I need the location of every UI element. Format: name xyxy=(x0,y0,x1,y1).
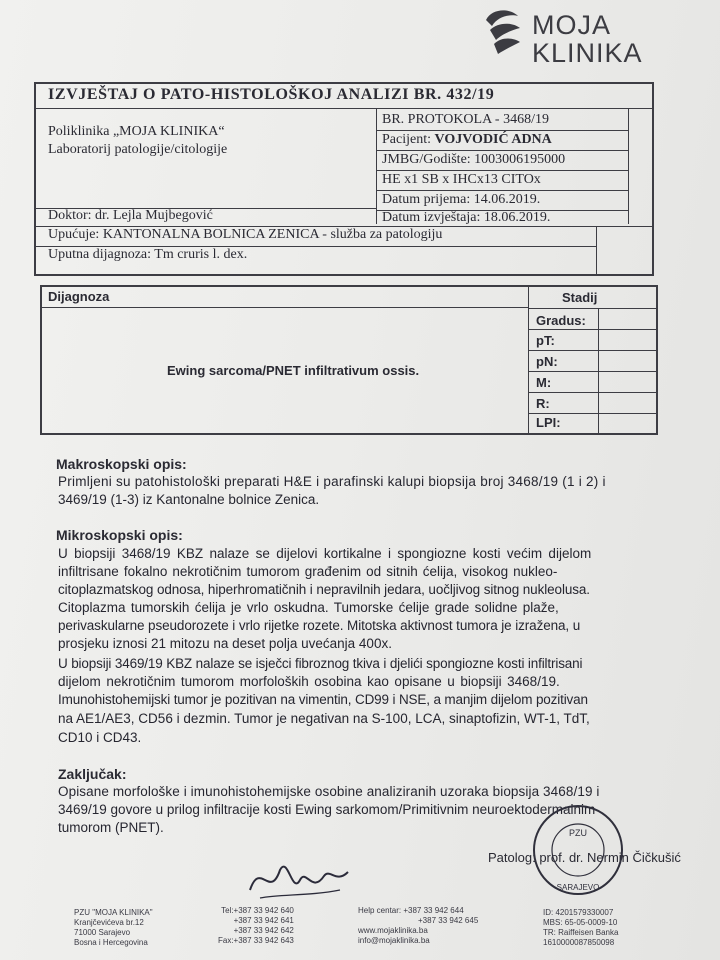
micro-line: U biopsiji 3469/19 KBZ nalaze se isječci fibroznog tkiva i djelići spongiozne kosti infiltrisani xyxy=(58,656,583,671)
protocol-number: BR. PROTOKOLA - 3468/19 xyxy=(382,112,549,127)
footer-help-line: Help centar: +387 33 942 644 xyxy=(358,906,464,915)
footer-help xyxy=(358,906,478,946)
stamp-bottom-text: SARAJEVO xyxy=(556,883,600,892)
macro-line: Primljeni su patohistološki preparati H&E i parafinski kalupi biopsija broj 3468/19 (1 i 2) i xyxy=(58,474,606,489)
lpi-label: LPI: xyxy=(536,415,561,430)
footer-company-line: Kranjčevićeva br.12 xyxy=(74,918,144,927)
micro-line: U biopsiji 3468/19 KBZ nalaze se dijelovi kortikalne i spongiozne kosti većim dijelom xyxy=(58,546,592,561)
report-title: IZVJEŠTAJ O PATO-HISTOLOŠKOJ ANALIZI BR. 432/19 xyxy=(48,86,495,103)
conclusion-line: 3469/19 govore u prilog infiltracije kosti Ewing sarkomom/Primitivnim neuroektodermalnim xyxy=(58,802,596,817)
pt-label: pT: xyxy=(536,333,555,348)
conclusion-line: tumorom (PNET). xyxy=(58,820,164,835)
conclusion-line: Opisane morfološke i imunohistohemijske osobine analiziranih uzoraka biopsija 3468/19 i xyxy=(58,784,600,799)
footer-phone-line: +387 33 942 641 xyxy=(233,916,294,925)
clinic-stamp xyxy=(530,802,626,898)
footer-help-line: +387 33 942 645 xyxy=(418,916,479,925)
footer-company xyxy=(74,908,153,948)
clinic-logo xyxy=(482,4,672,70)
pathologist-signature: Patolog: prof. dr. Nermin Čičkušić xyxy=(488,850,681,865)
micro-line: citoplazmatskog odnosa, hiperhromatičnih i nepravilnih jedara, uočljivog sitnog nukleolusa. xyxy=(58,582,590,597)
diagnosis-label: Dijagnoza xyxy=(48,289,110,304)
footer-id-line: TR: Raiffeisen Banka xyxy=(543,928,619,937)
footer-id-line: 1610000087850098 xyxy=(543,938,615,947)
report-header-table xyxy=(34,82,654,276)
micro-line: CD10 i CD43. xyxy=(58,730,142,745)
footer-company-line: Bosna i Hercegovina xyxy=(74,938,148,947)
footer-id-line: MBS: 65-05-0009-10 xyxy=(543,918,618,927)
micro-line: na AE1/AE3, CD56 i dezmin. Tumor je negativan na S-100, LCA, sinaptofizin, WT-1, TdT, xyxy=(58,711,590,726)
stage-label: Stadij xyxy=(562,290,598,305)
micro-line: perivaskularne pseudorozete i vrlo rijetke rozete. Mitotska aktivnost tumora je izražena, u xyxy=(58,618,581,633)
patient-row xyxy=(382,132,552,148)
patient-label: Pacijent: xyxy=(382,132,431,147)
footer-phone-line: Fax:+387 33 942 643 xyxy=(218,936,294,945)
footer-ids xyxy=(543,908,618,948)
stains: HE x1 SB x IHCx13 CITOx xyxy=(382,172,541,187)
footer-phone-line: +387 33 942 642 xyxy=(233,926,294,935)
referral-diagnosis: Uputna dijagnoza: Tm cruris l. dex. xyxy=(48,247,248,262)
footer-id-line: ID: 4201579330007 xyxy=(543,908,614,917)
micro-line: infiltrisane fokalno nekrotičnim tumorom građenim od sitnih ćelija, visokog nukleo- xyxy=(58,564,558,579)
report-date: Datum izvještaja: 18.06.2019. xyxy=(382,210,551,225)
grade-label: Gradus: xyxy=(536,313,586,328)
diagnosis-text: Ewing sarcoma/PNET infiltrativum ossis. xyxy=(167,363,420,378)
footer-company-line: PZU "MOJA KLINIKA" xyxy=(74,908,153,917)
macro-line: 3469/19 (1-3) iz Kantonalne bolnice Zenica. xyxy=(58,492,320,507)
r-label: R: xyxy=(536,396,550,411)
footer-phone-line: Tel:+387 33 942 640 xyxy=(221,906,294,915)
received-date: Datum prijema: 14.06.2019. xyxy=(382,192,541,207)
moja-klinika-logo-icon xyxy=(482,6,526,56)
pn-label: pN: xyxy=(536,354,558,369)
diagnosis-table xyxy=(40,285,658,435)
micro-line: Citoplazma tumorskih ćelija je vrlo oskudna. Tumorske ćelije grade solidne plaže, xyxy=(58,600,559,615)
doctor: Doktor: dr. Lejla Mujbegović xyxy=(48,208,213,223)
jmbg: JMBG/Godište: 1003006195000 xyxy=(382,152,566,167)
logo-line-2: KLINIKA xyxy=(532,38,643,68)
logo-line-1: MOJA xyxy=(532,10,612,40)
stamp-top-text: PZU xyxy=(569,828,587,838)
micro-heading: Mikroskopski opis: xyxy=(56,527,183,543)
referral: Upućuje: KANTONALNA BOLNICA ZENICA - služba za patologiju xyxy=(48,227,443,242)
macro-heading: Makroskopski opis: xyxy=(56,456,187,472)
micro-line: prosjeku iznosi 21 mitozu na deset polja uvećanja 400x. xyxy=(58,636,392,651)
micro-line: dijelom nekrotičnim tumorom morfoloških osobina kao opisane u biopsiji 3468/19. xyxy=(58,674,560,689)
micro-line: Imunohistohemijski tumor je pozitivan na vimentin, CD99 i NSE, a manjim dijelom pozitivan xyxy=(58,692,588,707)
patient-name: VOJVODIĆ ADNA xyxy=(434,132,552,147)
org-name: Poliklinika „MOJA KLINIKA“ xyxy=(48,124,225,139)
footer-email-link[interactable]: info@mojaklinika.ba xyxy=(358,936,430,945)
footer-website-link[interactable]: www.mojaklinika.ba xyxy=(358,926,428,935)
footer-phones xyxy=(218,906,294,946)
conclusion-heading: Zaključak: xyxy=(58,766,127,782)
footer-company-line: 71000 Sarajevo xyxy=(74,928,131,937)
org-lab: Laboratorij patologije/citologije xyxy=(48,142,228,157)
m-label: M: xyxy=(536,375,552,390)
signature-scribble xyxy=(240,850,360,906)
